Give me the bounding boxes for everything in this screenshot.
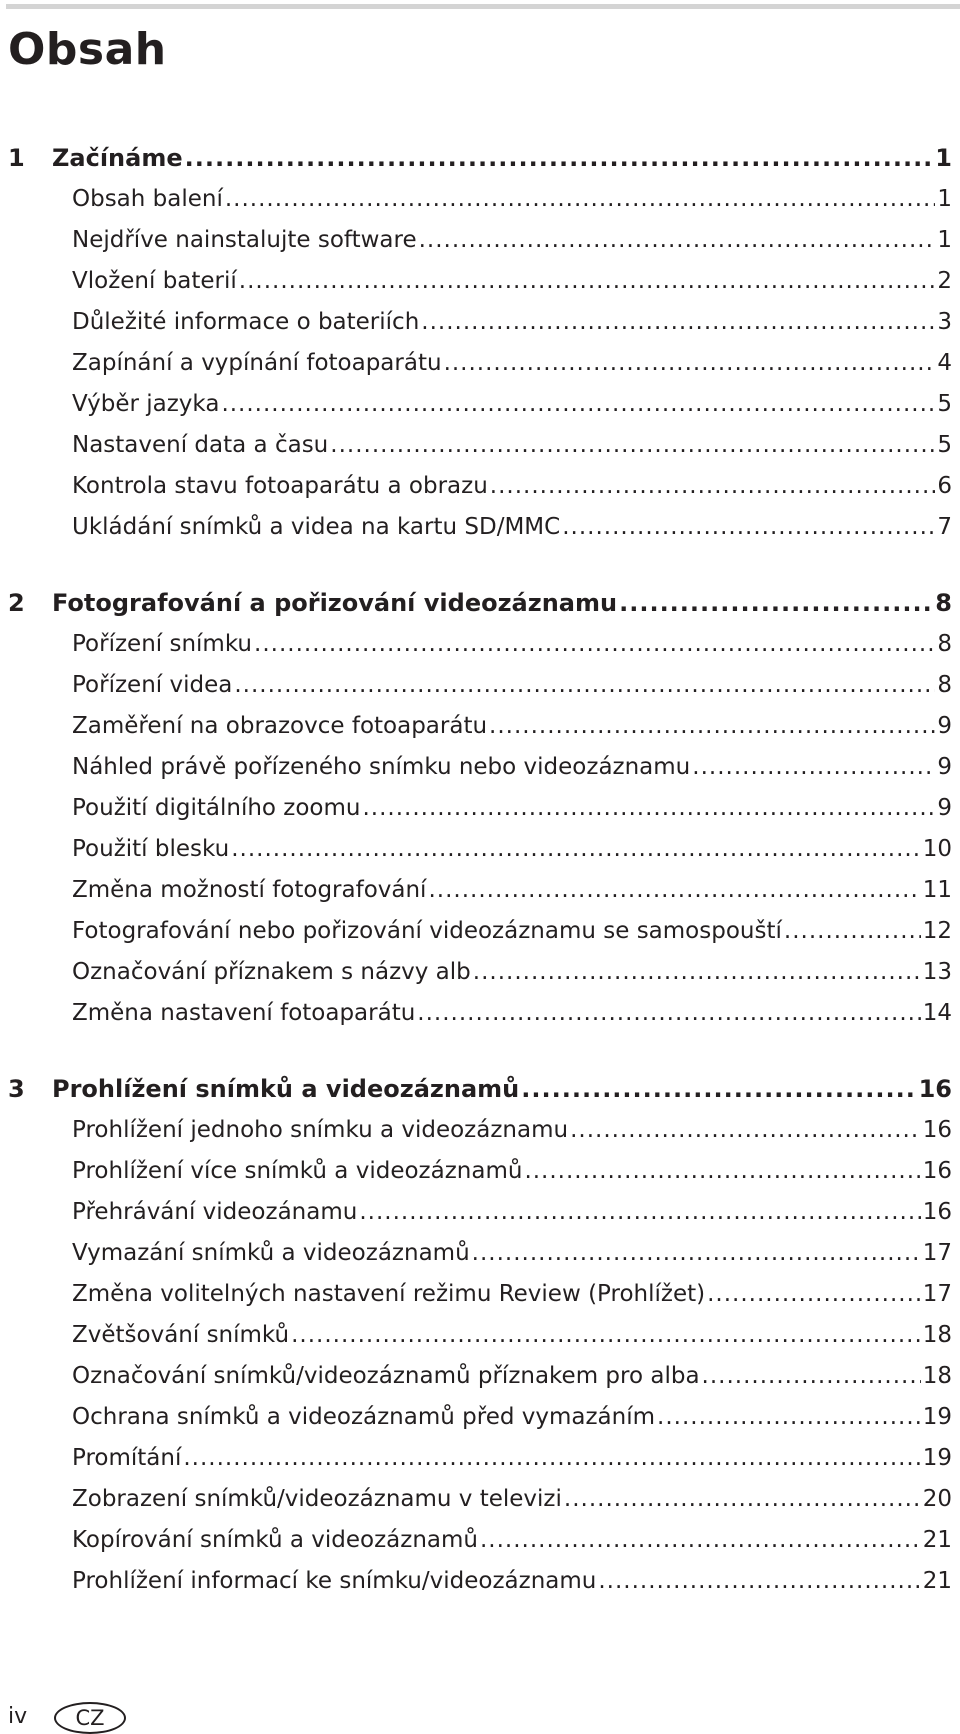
dot-leader	[473, 952, 921, 993]
dot-leader	[221, 384, 935, 425]
toc-entry[interactable]	[0, 911, 960, 952]
page-number: 1	[935, 144, 952, 172]
dot-leader	[784, 911, 921, 952]
dot-leader	[489, 706, 935, 747]
dot-leader	[417, 993, 920, 1034]
page-number: 14	[922, 1000, 952, 1026]
dot-leader	[657, 1397, 921, 1438]
page-number: 3	[937, 309, 952, 335]
dot-leader	[444, 343, 936, 384]
page-number: 17	[922, 1240, 952, 1266]
dot-leader	[363, 788, 936, 829]
dot-leader	[330, 425, 935, 466]
entry-label: Zaměření na obrazovce fotoaparátu	[72, 713, 488, 739]
page-number: 9	[937, 713, 952, 739]
toc-entry[interactable]	[0, 747, 960, 788]
page-number: 8	[937, 631, 952, 657]
entry-label: Vymazání snímků a videozáznamů	[72, 1240, 470, 1266]
dot-leader	[702, 1356, 921, 1397]
dot-leader	[562, 507, 935, 548]
entry-label: Obsah balení	[72, 186, 223, 212]
toc-section-2	[0, 583, 960, 1034]
page-number: 18	[922, 1363, 952, 1389]
entry-label: Kopírování snímků a videozáznamů	[72, 1527, 478, 1553]
toc-entry[interactable]	[0, 1151, 960, 1192]
entry-label: Použití digitálního zoomu	[72, 795, 361, 821]
toc-entry[interactable]	[0, 1356, 960, 1397]
toc-entry[interactable]	[0, 624, 960, 665]
dot-leader	[570, 1110, 921, 1151]
page-number: 7	[937, 514, 952, 540]
entry-label: Přehrávání videozánamu	[72, 1199, 358, 1225]
dot-leader	[428, 870, 920, 911]
chapter-number: 2	[8, 589, 25, 617]
toc-entry[interactable]	[0, 1520, 960, 1561]
dot-leader	[254, 624, 935, 665]
page-number: 6	[937, 473, 952, 499]
toc-entry[interactable]	[0, 1233, 960, 1274]
dot-leader	[480, 1520, 921, 1561]
page-number: 18	[922, 1322, 952, 1348]
entry-label: Ochrana snímků a videozáznamů před vymazáním	[72, 1404, 656, 1430]
page-number: 17	[922, 1281, 952, 1307]
entry-label: Náhled právě pořízeného snímku nebo videozáznamu	[72, 754, 691, 780]
dot-leader	[185, 138, 934, 179]
dot-leader	[564, 1479, 921, 1520]
chapter-title: Prohlížení snímků a videozáznamů	[52, 1075, 520, 1103]
toc-entry[interactable]	[0, 1192, 960, 1233]
entry-label: Použití blesku	[72, 836, 230, 862]
toc-entry[interactable]	[0, 1274, 960, 1315]
toc-entry[interactable]	[0, 425, 960, 466]
toc-entry[interactable]	[0, 261, 960, 302]
page-number: 9	[937, 795, 952, 821]
entry-label: Zobrazení snímků/videozáznamu v televizi	[72, 1486, 562, 1512]
toc-entry[interactable]	[0, 302, 960, 343]
toc-entry[interactable]	[0, 993, 960, 1034]
folio-number: iv	[8, 1704, 28, 1729]
chapter-title: Fotografování a pořizování videozáznamu	[52, 589, 618, 617]
page-number: 16	[918, 1075, 952, 1103]
entry-label: Změna možností fotografování	[72, 877, 427, 903]
entry-label: Prohlížení jednoho snímku a videozáznamu	[72, 1117, 569, 1143]
entry-label: Označování snímků/videozáznamů příznakem pro alba	[72, 1363, 700, 1389]
toc-entry[interactable]	[0, 788, 960, 829]
entry-label: Ukládání snímků a videa na kartu SD/MMC	[72, 514, 561, 540]
toc-entry[interactable]	[0, 1438, 960, 1479]
dot-leader	[619, 583, 933, 624]
toc-chapter[interactable]	[0, 1069, 960, 1110]
page-number: 2	[937, 268, 952, 294]
entry-label: Nejdříve nainstalujte software	[72, 227, 417, 253]
toc-entry[interactable]	[0, 706, 960, 747]
toc-section-1	[0, 138, 960, 548]
toc-entry[interactable]	[0, 466, 960, 507]
dot-leader	[692, 747, 935, 788]
toc-entry[interactable]	[0, 1397, 960, 1438]
dot-leader	[472, 1233, 921, 1274]
toc-chapter[interactable]	[0, 583, 960, 624]
toc-section-3	[0, 1069, 960, 1602]
toc-entry[interactable]	[0, 665, 960, 706]
page-number: 16	[922, 1199, 952, 1225]
page-number: 19	[922, 1445, 952, 1471]
page-number: 16	[922, 1158, 952, 1184]
entry-label: Nastavení data a času	[72, 432, 329, 458]
dot-leader	[598, 1561, 920, 1602]
toc-entry[interactable]	[0, 343, 960, 384]
entry-label: Výběr jazyka	[72, 391, 220, 417]
toc-entry[interactable]	[0, 870, 960, 911]
toc-entry[interactable]	[0, 1315, 960, 1356]
entry-label: Označování příznakem s názvy alb	[72, 959, 471, 985]
toc-entry[interactable]	[0, 179, 960, 220]
entry-label: Změna volitelných nastavení režimu Review (Prohlížet)	[72, 1281, 706, 1307]
toc-entry[interactable]	[0, 952, 960, 993]
dot-leader	[521, 1069, 916, 1110]
toc-entry[interactable]	[0, 1561, 960, 1602]
entry-label: Vložení baterií	[72, 268, 237, 294]
dot-leader	[239, 261, 936, 302]
entry-label: Důležité informace o bateriích	[72, 309, 420, 335]
toc-entry[interactable]	[0, 507, 960, 548]
page-title: Obsah	[8, 24, 167, 75]
page-number: 5	[937, 391, 952, 417]
page-number: 19	[922, 1404, 952, 1430]
dot-leader	[524, 1151, 920, 1192]
page-number: 1	[937, 227, 952, 253]
page-number: 12	[922, 918, 952, 944]
language-badge: CZ	[54, 1702, 126, 1734]
entry-label: Promítání	[72, 1445, 182, 1471]
page-number: 10	[922, 836, 952, 862]
toc-entry[interactable]	[0, 1479, 960, 1520]
dot-leader	[421, 302, 935, 343]
entry-label: Kontrola stavu fotoaparátu a obrazu	[72, 473, 488, 499]
dot-leader	[234, 665, 935, 706]
toc-entry[interactable]	[0, 220, 960, 261]
dot-leader	[183, 1438, 920, 1479]
entry-label: Fotografování nebo pořizování videozáznamu se samospouští	[72, 918, 782, 944]
entry-label: Pořízení snímku	[72, 631, 253, 657]
page-number: 21	[922, 1527, 952, 1553]
chapter-title: Začínáme	[52, 144, 183, 172]
entry-label: Změna nastavení fotoaparátu	[72, 1000, 416, 1026]
page-number: 8	[937, 672, 952, 698]
page-footer	[0, 1702, 200, 1734]
page-number: 20	[922, 1486, 952, 1512]
entry-label: Zvětšování snímků	[72, 1322, 290, 1348]
chapter-number: 3	[8, 1075, 25, 1103]
page-number: 13	[922, 959, 952, 985]
entry-label: Prohlížení více snímků a videozáznamů	[72, 1158, 523, 1184]
dot-leader	[490, 466, 936, 507]
chapter-number: 1	[8, 144, 25, 172]
toc-entry[interactable]	[0, 384, 960, 425]
dot-leader	[359, 1192, 920, 1233]
dot-leader	[707, 1274, 921, 1315]
page-number: 9	[937, 754, 952, 780]
table-of-contents	[0, 138, 960, 1602]
entry-label: Pořízení videa	[72, 672, 233, 698]
entry-label: Prohlížení informací ke snímku/videozáznamu	[72, 1568, 597, 1594]
dot-leader	[231, 829, 921, 870]
page-number: 8	[935, 589, 952, 617]
page-number: 11	[922, 877, 952, 903]
dot-leader	[225, 179, 935, 220]
toc-entry[interactable]	[0, 829, 960, 870]
page-number: 4	[937, 350, 952, 376]
toc-entry[interactable]	[0, 1110, 960, 1151]
top-rule	[6, 4, 960, 9]
page-number: 16	[922, 1117, 952, 1143]
toc-chapter[interactable]	[0, 138, 960, 179]
dot-leader	[419, 220, 936, 261]
page-number: 1	[937, 186, 952, 212]
page-number: 5	[937, 432, 952, 458]
entry-label: Zapínání a vypínání fotoaparátu	[72, 350, 442, 376]
dot-leader	[291, 1315, 921, 1356]
page-number: 21	[922, 1568, 952, 1594]
